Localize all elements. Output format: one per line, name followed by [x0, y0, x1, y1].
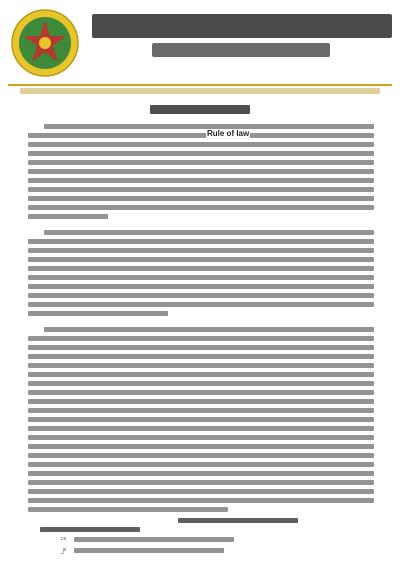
- copy-to-item: [74, 537, 234, 542]
- text-line: [28, 196, 374, 201]
- text-line: [28, 133, 374, 138]
- text-line: [28, 408, 374, 413]
- text-line: [28, 417, 374, 422]
- text-line: [28, 169, 374, 174]
- letterhead-divider: [8, 84, 392, 86]
- text-line: [28, 142, 374, 147]
- text-line: [44, 327, 374, 332]
- text-line: [28, 187, 374, 192]
- text-line: [28, 239, 374, 244]
- text-line: [28, 444, 374, 449]
- rule-of-law-text: Rule of law: [207, 129, 250, 138]
- text-line: [28, 302, 374, 307]
- text-line: [28, 471, 374, 476]
- text-line: [28, 345, 374, 350]
- text-line: [28, 257, 374, 262]
- issuer-line: [178, 518, 298, 523]
- letterhead-title: [92, 14, 392, 38]
- text-line: [28, 354, 374, 359]
- text-line: [28, 453, 374, 458]
- party-logo-icon: [10, 8, 80, 78]
- text-line: [28, 293, 374, 298]
- text-line: [28, 390, 374, 395]
- copy-to-heading: [40, 527, 140, 532]
- text-line: [28, 336, 374, 341]
- text-line: [28, 151, 374, 156]
- text-line: [28, 266, 374, 271]
- copy-to-item: [74, 548, 224, 553]
- text-line: [28, 480, 374, 485]
- text-line: [28, 311, 168, 316]
- text-line: [28, 214, 108, 219]
- text-line: [28, 435, 374, 440]
- letterhead-address: [20, 88, 380, 94]
- text-line: [28, 284, 374, 289]
- text-line: [28, 363, 374, 368]
- text-line: [28, 381, 374, 386]
- text-line: [28, 498, 374, 503]
- text-line: [28, 160, 374, 165]
- text-line: [28, 399, 374, 404]
- text-line: [28, 426, 374, 431]
- text-line: [28, 462, 374, 467]
- text-line: [28, 205, 374, 210]
- text-line: [44, 230, 374, 235]
- text-line: [28, 489, 374, 494]
- letterhead-subtitle: [152, 43, 330, 57]
- text-line: [28, 507, 228, 512]
- text-line: [28, 178, 374, 183]
- list-marker: ၁။: [60, 535, 67, 542]
- text-line: [28, 248, 374, 253]
- document-title: [150, 105, 250, 114]
- text-line: [28, 372, 374, 377]
- list-marker: ၂။: [60, 546, 66, 553]
- text-line: [28, 275, 374, 280]
